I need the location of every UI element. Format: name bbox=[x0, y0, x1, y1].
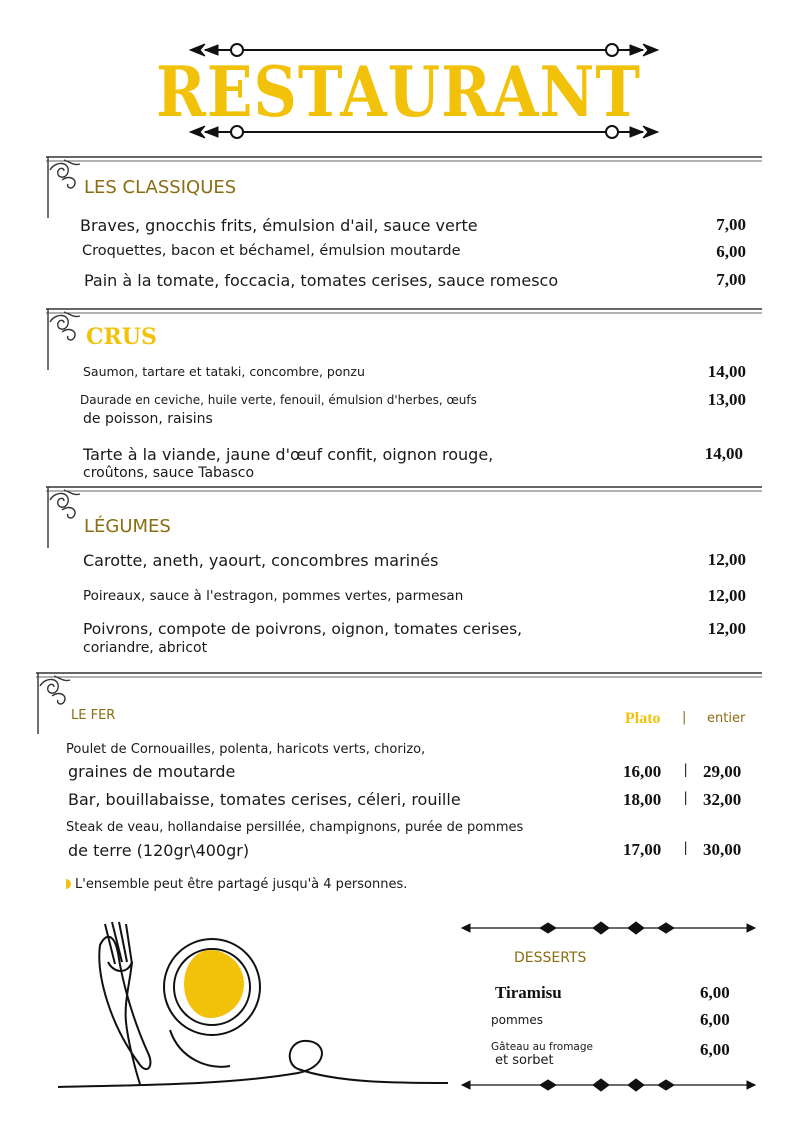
menu-item-price: 7,00 bbox=[716, 215, 746, 234]
menu-item-price: 12,00 bbox=[707, 550, 746, 569]
menu-item-name: Saumon, tartare et tataki, concombre, ponzu bbox=[83, 364, 365, 379]
price-separator: | bbox=[684, 790, 688, 806]
menu-item-price-entier: 30,00 bbox=[703, 840, 742, 859]
menu-item-name-line1: Daurade en ceviche, huile verte, fenouil, émulsion d'herbes, œufs bbox=[80, 393, 477, 407]
menu-item-name-line1: Tarte à la viande, jaune d'œuf confit, oignon rouge, bbox=[83, 445, 494, 464]
menu-item-name: Braves, gnocchis frits, émulsion d'ail, sauce verte bbox=[80, 216, 478, 235]
restaurant-title: RESTAURANT bbox=[155, 52, 642, 134]
menu-item-name-line2: de terre (120gr\400gr) bbox=[68, 841, 250, 860]
dessert-item-name-line2: et sorbet bbox=[495, 1053, 554, 1068]
menu-item-name: Bar, bouillabaisse, tomates cerises, céleri, rouille bbox=[68, 790, 461, 809]
column-header-plato: Plato bbox=[625, 710, 661, 727]
menu-item-name-line1: Poivrons, compote de poivrons, oignon, tomates cerises, bbox=[83, 620, 523, 638]
menu-item-name-line1: Steak de veau, hollandaise persillée, champignons, purée de pommes bbox=[66, 820, 524, 835]
menu-item-price: 14,00 bbox=[704, 444, 743, 463]
menu-item-price: 13,00 bbox=[707, 390, 746, 409]
menu-item-name: Pain à la tomate, foccacia, tomates cerises, sauce romesco bbox=[84, 271, 559, 290]
menu-item-name: Croquettes, bacon et béchamel, émulsion moutarde bbox=[82, 243, 461, 259]
menu-item-name-line2: de poisson, raisins bbox=[83, 411, 213, 427]
section-title-fer: LE FER bbox=[71, 708, 116, 723]
dessert-item-name: pommes bbox=[491, 1013, 543, 1027]
menu-item-name-line2: graines de moutarde bbox=[68, 762, 236, 781]
sharing-note bbox=[66, 877, 407, 892]
menu-item-price-entier: 29,00 bbox=[703, 762, 742, 781]
column-header-separator: | bbox=[682, 710, 687, 725]
menu-item-price: 14,00 bbox=[707, 362, 746, 381]
menu-item-price-plato: 18,00 bbox=[623, 790, 662, 809]
menu-item-name-line2: coriandre, abricot bbox=[83, 640, 208, 656]
arrow-divider-icon bbox=[462, 1079, 755, 1091]
section-title-desserts: DESSERTS bbox=[514, 950, 587, 966]
arrow-divider-icon bbox=[462, 922, 755, 934]
dessert-item-name: Tiramisu bbox=[495, 983, 562, 1002]
price-separator: | bbox=[684, 840, 688, 856]
menu-item-name-line2: croûtons, sauce Tabasco bbox=[83, 465, 255, 481]
menu-item-name: Carotte, aneth, yaourt, concombres marinés bbox=[83, 551, 439, 570]
menu-item-price: 12,00 bbox=[707, 586, 746, 605]
dessert-item-price: 6,00 bbox=[700, 1010, 730, 1029]
menu-item-price: 6,00 bbox=[716, 242, 746, 261]
dessert-item-price: 6,00 bbox=[700, 983, 730, 1002]
dessert-item-price: 6,00 bbox=[700, 1040, 730, 1059]
menu-item-price-plato: 16,00 bbox=[623, 762, 662, 781]
fork-knife-plate-icon bbox=[58, 922, 448, 1087]
price-separator: | bbox=[684, 762, 688, 778]
menu-item-name: Poireaux, sauce à l'estragon, pommes vertes, parmesan bbox=[83, 588, 464, 604]
sharing-note-text: L'ensemble peut être partagé jusqu'à 4 personnes. bbox=[75, 877, 408, 892]
menu-item-name-line1: Poulet de Cornouailles, polenta, haricots verts, chorizo, bbox=[66, 742, 426, 757]
section-title-crus: CRUS bbox=[86, 324, 157, 350]
column-header-entier: entier bbox=[707, 711, 746, 726]
menu-item-price: 12,00 bbox=[707, 619, 746, 638]
menu-item-price-plato: 17,00 bbox=[623, 840, 662, 859]
section-title-legumes: LÉGUMES bbox=[84, 516, 171, 537]
menu-item-price: 7,00 bbox=[716, 270, 746, 289]
section-title-classiques: LES CLASSIQUES bbox=[84, 177, 237, 198]
dessert-item-name-line1: Gâteau au fromage bbox=[491, 1041, 593, 1053]
bullet-icon bbox=[66, 879, 71, 889]
menu-item-price-entier: 32,00 bbox=[703, 790, 742, 809]
